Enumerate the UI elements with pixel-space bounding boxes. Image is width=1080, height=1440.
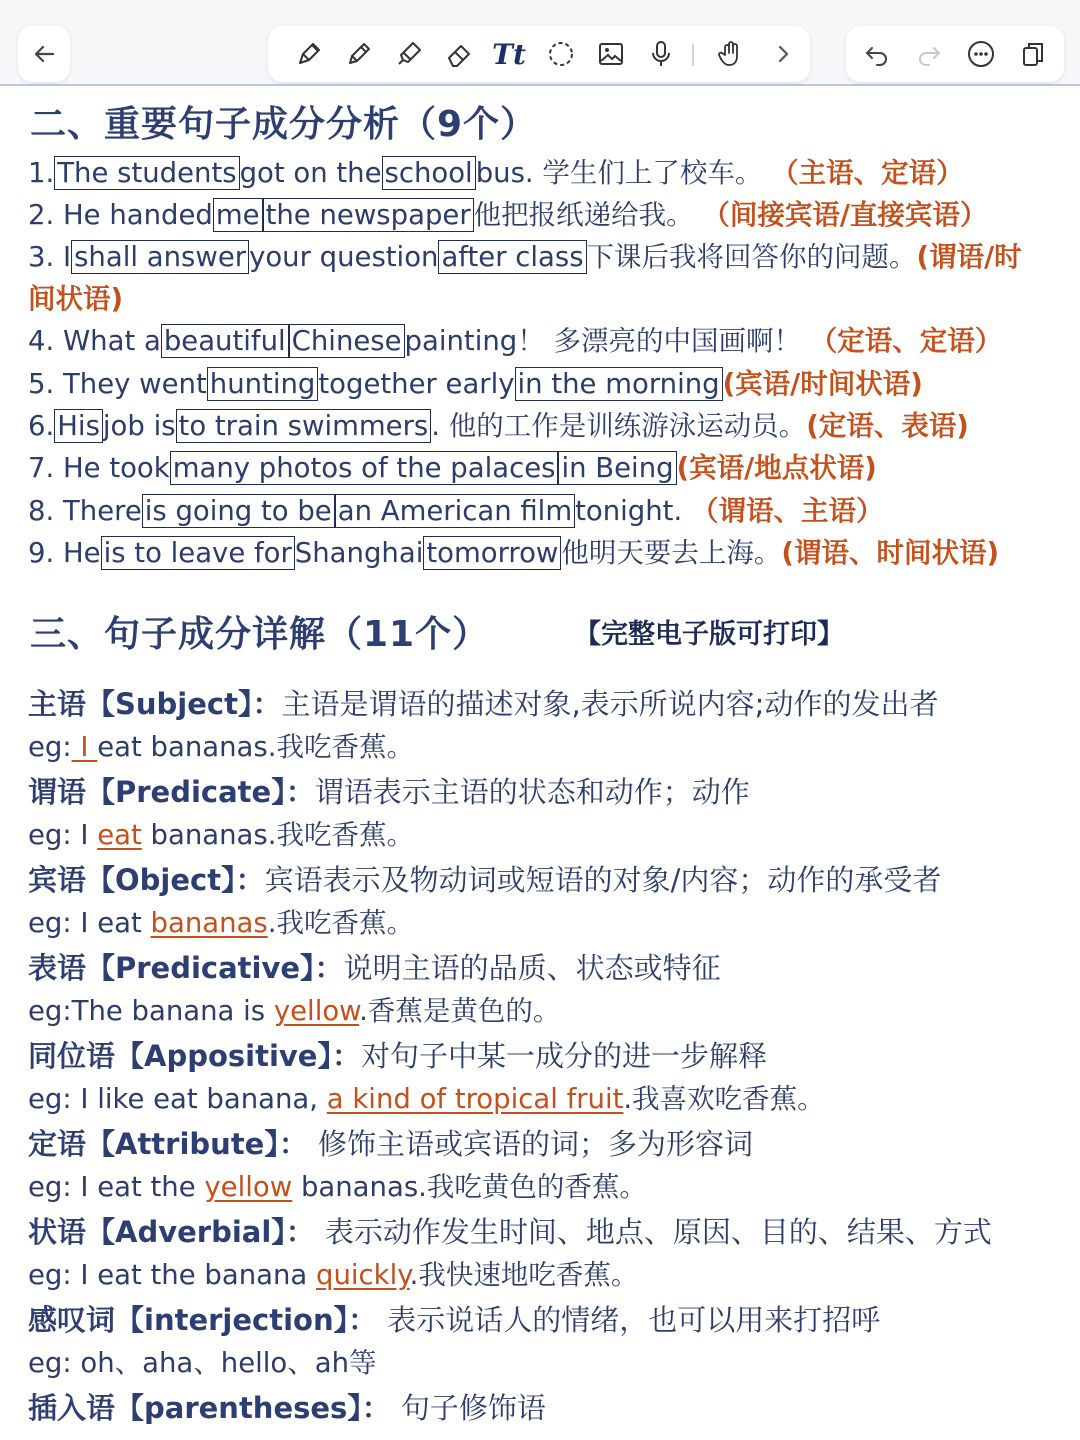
- term-name: 谓语【Predicate】：: [28, 775, 315, 809]
- printable-note: 【完整电子版可打印】: [574, 619, 844, 650]
- example-sentence: [28, 1168, 647, 1206]
- back-button-container: [18, 26, 70, 82]
- back-arrow-icon: [29, 39, 59, 69]
- sentence-text: job is: [102, 410, 176, 442]
- term-description: 宾语表示及物动词或短语的对象/内容；动作的承受者: [264, 863, 942, 897]
- sentence-text: 下课后我将回答你的问题。: [586, 241, 917, 273]
- eraser-icon: [444, 39, 474, 69]
- boxed-phrase: is going to be: [142, 494, 335, 528]
- highlighter-tool-button[interactable]: [386, 26, 432, 82]
- term-description: 句子修饰语: [400, 1391, 546, 1425]
- example-text: eat bananas.我吃香蕉。: [97, 731, 414, 763]
- term-description: 谓语表示主语的状态和动作；动作: [314, 775, 750, 809]
- sentence-line: [28, 196, 987, 234]
- sentence-text: 4. What a: [28, 325, 161, 357]
- highlighter-icon: [394, 39, 424, 69]
- sentence-text: 5. They went: [28, 368, 207, 400]
- term-definition: [28, 1124, 753, 1164]
- sentence-text: 1.: [28, 157, 55, 189]
- pencil-icon: [344, 39, 374, 69]
- sentence-line: [28, 322, 1002, 360]
- boxed-phrase: many photos of the palaces: [170, 451, 559, 485]
- example-text: bananas.我吃香蕉。: [141, 819, 414, 851]
- boxed-phrase: hunting: [207, 367, 319, 401]
- sentence-text: tonight.: [575, 495, 691, 527]
- example-sentence: [28, 1344, 377, 1382]
- pen-icon: [294, 39, 324, 69]
- back-button[interactable]: [21, 26, 67, 82]
- term-definition: [28, 948, 721, 988]
- sentence-line: [28, 449, 877, 487]
- term-name: 表语【Predicative】：: [28, 951, 344, 985]
- boxed-phrase: tomorrow: [423, 536, 561, 570]
- sentence-line: [28, 492, 883, 530]
- highlighted-component: yellow: [273, 995, 360, 1027]
- term-definition: [28, 1300, 880, 1340]
- term-definition: [28, 1388, 546, 1428]
- sentence-text: your question: [249, 241, 439, 273]
- lasso-icon: [546, 39, 576, 69]
- highlighted-component: eat: [97, 819, 142, 851]
- term-definition: [28, 1036, 767, 1076]
- highlighted-component: bananas: [150, 907, 268, 939]
- highlighted-component: yellow: [204, 1171, 293, 1203]
- example-text: eg: oh、aha、hello、ah等: [28, 1347, 377, 1379]
- boxed-phrase: His: [54, 409, 103, 443]
- example-sentence: [28, 816, 414, 854]
- example-sentence: [28, 992, 560, 1030]
- component-annotation: （主语、定语）: [771, 157, 964, 189]
- tools-palette: [268, 26, 810, 82]
- component-annotation: (宾语/时间状语): [722, 368, 923, 400]
- note-page[interactable]: [0, 84, 1080, 1440]
- sentence-line: [28, 365, 923, 403]
- chevron-right-icon: [768, 39, 798, 69]
- sentence-text: painting！ 多漂亮的中国画啊！: [404, 325, 810, 357]
- text-tool-icon: Tt: [492, 37, 526, 71]
- example-text: eg:: [28, 731, 72, 763]
- text-tool-button[interactable]: [486, 26, 532, 82]
- sentence-text: 2. He handed: [28, 199, 213, 231]
- sentence-line: [28, 280, 123, 318]
- example-sentence: [28, 728, 414, 766]
- section-3-title: 三、句子成分详解（11个）: [30, 614, 490, 655]
- component-annotation: （定语、定语）: [809, 325, 1003, 357]
- sentence-line: [28, 154, 964, 192]
- sentence-text: 他把报纸递给我。: [473, 199, 703, 231]
- highlighted-component: I: [71, 731, 98, 763]
- boxed-phrase: in the morning: [515, 367, 723, 401]
- boxed-phrase: me: [213, 198, 263, 232]
- boxed-phrase: is to leave for: [101, 536, 295, 570]
- term-name: 同位语【Appositive】：: [28, 1039, 361, 1073]
- boxed-phrase: an American film: [335, 494, 575, 528]
- term-description: 主语是谓语的描述对象,表示所说内容;动作的发出者: [281, 687, 939, 721]
- sentence-text: 8. There: [28, 495, 142, 527]
- highlighted-component: quickly: [316, 1259, 410, 1291]
- sentence-text: 7. He took: [28, 452, 170, 484]
- microphone-icon: [646, 39, 676, 69]
- component-annotation: (定语、表语): [806, 410, 969, 442]
- term-name: 主语【Subject】：: [28, 687, 282, 721]
- sentence-text: together early: [318, 368, 515, 400]
- term-definition: [28, 860, 941, 900]
- component-annotation: 间状语): [28, 283, 124, 315]
- term-name: 定语【Attribute】：: [28, 1127, 318, 1161]
- sentence-text: Shanghai: [294, 537, 424, 569]
- microphone-tool-button[interactable]: [638, 26, 684, 82]
- component-annotation: （间接宾语/直接宾语）: [702, 199, 988, 231]
- example-sentence: [28, 1256, 638, 1294]
- example-text: bananas.我吃黄色的香蕉。: [292, 1171, 647, 1203]
- boxed-phrase: the newspaper: [263, 198, 474, 232]
- example-sentence: [28, 1080, 825, 1118]
- lasso-tool-button[interactable]: [538, 26, 584, 82]
- history-controls: [846, 26, 1064, 82]
- component-annotation: (谓语/时: [916, 241, 1022, 273]
- sentence-text: 3. I: [28, 241, 72, 273]
- more-options-button[interactable]: [958, 26, 1004, 82]
- sentence-text: . 他的工作是训练游泳运动员。: [431, 410, 807, 442]
- eraser-tool-button[interactable]: [436, 26, 482, 82]
- term-description: 表示动作发生时间、地点、原因、目的、结果、方式: [324, 1215, 992, 1249]
- term-name: 状语【Adverbial】：: [28, 1215, 325, 1249]
- highlighted-component: a kind of tropical fruit: [326, 1083, 624, 1115]
- image-tool-button[interactable]: [588, 26, 634, 82]
- term-definition: [28, 1212, 992, 1252]
- boxed-phrase: to train swimmers: [176, 409, 432, 443]
- hand-icon: [716, 39, 746, 69]
- more-icon: [966, 39, 996, 69]
- image-icon: [596, 39, 626, 69]
- boxed-phrase: shall answer: [71, 240, 249, 274]
- top-toolbar: [0, 0, 1080, 86]
- hand-tool-button[interactable]: [708, 26, 754, 82]
- term-name: 感叹词【interjection】：: [28, 1303, 388, 1337]
- example-text: .我快速地吃香蕉。: [409, 1259, 639, 1291]
- sentence-text: 他明天要去上海。: [561, 537, 782, 569]
- undo-icon: [862, 39, 892, 69]
- boxed-phrase: Chinese: [289, 324, 405, 358]
- pencil-tool-button[interactable]: [336, 26, 382, 82]
- term-name: 宾语【Object】：: [28, 863, 265, 897]
- component-annotation: (谓语、时间状语): [781, 537, 1000, 569]
- example-sentence: [28, 904, 414, 942]
- example-text: .我喜欢吃香蕉。: [623, 1083, 825, 1115]
- example-text: eg: I eat the banana: [28, 1259, 317, 1291]
- sentence-line: [28, 407, 969, 445]
- sentence-line: [28, 534, 999, 572]
- term-definition: [28, 684, 938, 724]
- example-text: eg: I like eat banana,: [28, 1083, 327, 1115]
- example-text: eg: I: [28, 819, 98, 851]
- term-definition: [28, 772, 750, 812]
- component-annotation: (宾语/地点状语): [676, 452, 877, 484]
- boxed-phrase: beautiful: [161, 324, 289, 358]
- term-description: 说明主语的品质、状态或特征: [343, 951, 721, 985]
- example-text: eg: I eat the: [28, 1171, 205, 1203]
- sentence-text: got on the: [239, 157, 382, 189]
- redo-button[interactable]: [906, 26, 952, 82]
- boxed-phrase: school: [382, 156, 476, 190]
- boxed-phrase: The students: [54, 156, 239, 190]
- term-description: 对句子中某一成分的进一步解释: [360, 1039, 767, 1073]
- boxed-phrase: in Being: [558, 451, 676, 485]
- undo-button[interactable]: [854, 26, 900, 82]
- sentence-text: 9. He: [28, 537, 101, 569]
- more-tools-button[interactable]: [760, 26, 806, 82]
- pages-icon: [1018, 39, 1048, 69]
- redo-icon: [914, 39, 944, 69]
- term-name: 插入语【parentheses】：: [28, 1391, 401, 1425]
- component-annotation: （谓语、主语）: [690, 495, 884, 527]
- pen-tool-button[interactable]: [286, 26, 332, 82]
- example-text: .香蕉是黄色的。: [359, 995, 561, 1027]
- example-text: eg:The banana is: [28, 995, 274, 1027]
- toolbar-divider: [692, 44, 694, 66]
- sentence-text: 6.: [28, 410, 55, 442]
- section-2-title: 二、重要句子成分分析（9个）: [30, 104, 538, 145]
- pages-button[interactable]: [1010, 26, 1056, 82]
- example-text: eg: I eat: [28, 907, 151, 939]
- example-text: .我吃香蕉。: [267, 907, 414, 939]
- term-description: 修饰主语或宾语的词；多为形容词: [317, 1127, 753, 1161]
- boxed-phrase: after class: [438, 240, 586, 274]
- sentence-line: [28, 238, 1022, 276]
- sentence-text: bus. 学生们上了校车。: [475, 157, 772, 189]
- term-description: 表示说话人的情绪，也可以用来打招呼: [387, 1303, 881, 1337]
